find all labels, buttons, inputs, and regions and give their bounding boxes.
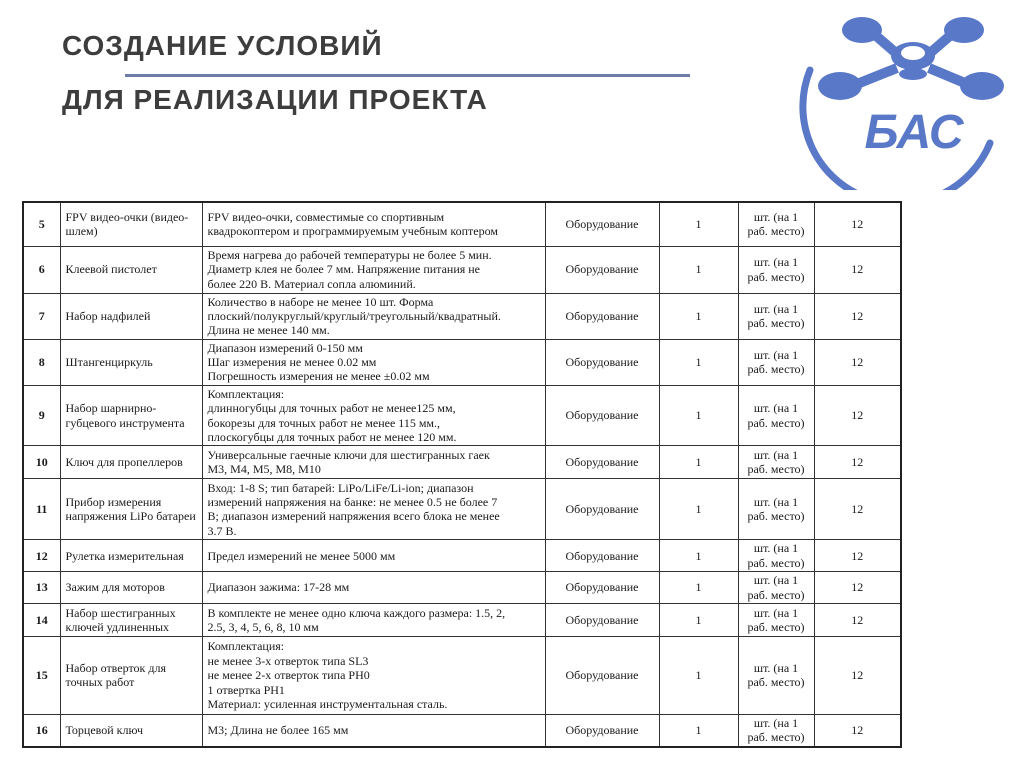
item-quantity: 1	[659, 339, 738, 385]
item-type: Оборудование	[545, 479, 659, 540]
row-number: 15	[23, 636, 60, 714]
item-unit: шт. (на 1 раб. место)	[738, 446, 814, 479]
item-unit: шт. (на 1 раб. место)	[738, 540, 814, 572]
description-line: Комплектация:	[207, 639, 285, 654]
item-description	[202, 479, 545, 540]
item-unit: шт. (на 1 раб. место)	[738, 603, 814, 636]
description-line: 2.5, 3, 4, 5, 6, 8, 10 мм	[207, 619, 319, 634]
page-title-line-2: ДЛЯ РЕАЛИЗАЦИИ ПРОЕКТА	[62, 84, 488, 115]
item-total: 12	[814, 572, 901, 604]
description-line: плоскогубцы для точных работ не менее 120 мм.	[207, 430, 457, 445]
title-underline	[125, 74, 690, 77]
description-line: измерений напряжения на банке: не менее 0.5 не более 7	[207, 495, 498, 510]
item-unit: шт. (на 1 раб. место)	[738, 339, 814, 385]
item-description	[202, 202, 545, 246]
row-number: 7	[23, 293, 60, 339]
table-row	[23, 603, 901, 636]
description-line: Диапазон зажима: 17-28 мм	[207, 580, 350, 595]
item-quantity: 1	[659, 636, 738, 714]
item-quantity: 1	[659, 479, 738, 540]
item-quantity: 1	[659, 714, 738, 746]
description-line: FPV видео-очки, совместимые со спортивным	[207, 209, 445, 224]
description-line: Длина не менее 140 мм.	[207, 323, 330, 338]
item-unit: шт. (на 1 раб. место)	[738, 572, 814, 604]
item-total: 12	[814, 714, 901, 746]
item-quantity: 1	[659, 572, 738, 604]
item-type: Оборудование	[545, 572, 659, 604]
item-quantity: 1	[659, 293, 738, 339]
table-row	[23, 339, 901, 385]
table-row	[23, 636, 901, 714]
item-total: 12	[814, 202, 901, 246]
item-type: Оборудование	[545, 339, 659, 385]
item-quantity: 1	[659, 246, 738, 293]
description-line: более 220 В. Материал сопла алюминий.	[207, 276, 416, 291]
item-unit: шт. (на 1 раб. место)	[738, 385, 814, 446]
description-line: М3, М4, М5, М8, М10	[207, 462, 321, 477]
table-row	[23, 540, 901, 572]
item-name: Ключ для пропеллеров	[60, 446, 202, 479]
description-line: 3.7 В.	[207, 523, 237, 538]
row-number: 8	[23, 339, 60, 385]
logo-text: БАС	[864, 106, 964, 159]
equipment-table	[22, 201, 902, 748]
item-type: Оборудование	[545, 202, 659, 246]
description-line: Предел измерений не менее 5000 мм	[207, 548, 396, 563]
row-number: 6	[23, 246, 60, 293]
row-number: 12	[23, 540, 60, 572]
description-line: Шаг измерения не менее 0.02 мм	[207, 355, 377, 370]
table-row	[23, 293, 901, 339]
item-total: 12	[814, 603, 901, 636]
item-type: Оборудование	[545, 636, 659, 714]
table-row	[23, 385, 901, 446]
description-line: Время нагрева до рабочей температуры не более 5 мин.	[207, 247, 492, 262]
item-name: Прибор измерения напряжения LiPo батареи	[60, 479, 202, 540]
item-total: 12	[814, 339, 901, 385]
item-quantity: 1	[659, 603, 738, 636]
item-unit: шт. (на 1 раб. место)	[738, 293, 814, 339]
description-line: Вход: 1-8 S; тип батарей: LiPo/LiFe/Li-ion; диапазон	[207, 480, 474, 495]
item-type: Оборудование	[545, 246, 659, 293]
item-name: Штангенциркуль	[60, 339, 202, 385]
description-line: Погрешность измерения не менее ±0.02 мм	[207, 369, 430, 384]
item-unit: шт. (на 1 раб. место)	[738, 202, 814, 246]
row-number: 9	[23, 385, 60, 446]
description-line: не менее 3-х отверток типа SL3	[207, 653, 369, 668]
item-description	[202, 603, 545, 636]
item-type: Оборудование	[545, 603, 659, 636]
item-quantity: 1	[659, 540, 738, 572]
description-line: Материал: усиленная инструментальная сталь.	[207, 697, 448, 712]
description-line: Комплектация:	[207, 386, 285, 401]
item-description	[202, 446, 545, 479]
item-quantity: 1	[659, 446, 738, 479]
item-total: 12	[814, 446, 901, 479]
table-row	[23, 246, 901, 293]
page-title-line-1: СОЗДАНИЕ УСЛОВИЙ	[62, 30, 383, 61]
item-description	[202, 540, 545, 572]
item-name: Набор надфилей	[60, 293, 202, 339]
description-line: В комплекте не менее одно ключа каждого размера: 1.5, 2,	[207, 605, 506, 620]
row-number: 11	[23, 479, 60, 540]
item-description	[202, 572, 545, 604]
description-line: В; диапазон измерений напряжения всего блока не менее	[207, 509, 500, 524]
row-number: 13	[23, 572, 60, 604]
item-description	[202, 339, 545, 385]
item-unit: шт. (на 1 раб. место)	[738, 246, 814, 293]
item-type: Оборудование	[545, 385, 659, 446]
description-line: Универсальные гаечные ключи для шестигранных гаек	[207, 448, 490, 463]
row-number: 5	[23, 202, 60, 246]
item-total: 12	[814, 540, 901, 572]
item-total: 12	[814, 246, 901, 293]
description-line: М3; Длина не более 165 мм	[207, 723, 349, 738]
table-row	[23, 202, 901, 246]
item-description	[202, 714, 545, 746]
row-number: 14	[23, 603, 60, 636]
item-name: Торцевой ключ	[60, 714, 202, 746]
item-total: 12	[814, 385, 901, 446]
bas-drone-logo	[792, 8, 1004, 190]
description-line: Количество в наборе не менее 10 шт. Форма	[207, 294, 434, 309]
item-type: Оборудование	[545, 714, 659, 746]
row-number: 10	[23, 446, 60, 479]
row-number: 16	[23, 714, 60, 746]
item-description	[202, 636, 545, 714]
item-unit: шт. (на 1 раб. место)	[738, 636, 814, 714]
item-name: Набор шарнирно-губцевого инструмента	[60, 385, 202, 446]
item-type: Оборудование	[545, 446, 659, 479]
item-name: Зажим для моторов	[60, 572, 202, 604]
item-total: 12	[814, 293, 901, 339]
table-row	[23, 479, 901, 540]
item-total: 12	[814, 636, 901, 714]
description-line: квадрокоптером и программируемым учебным коптером	[207, 224, 498, 239]
item-quantity: 1	[659, 385, 738, 446]
item-name: FPV видео-очки (видео-шлем)	[60, 202, 202, 246]
description-line: бокорезы для точных работ не менее 115 мм.,	[207, 415, 441, 430]
description-line: Диаметр клея не более 7 мм. Напряжение питания не	[207, 262, 481, 277]
description-line: длинногубцы для точных работ не менее125 мм,	[207, 401, 456, 416]
item-total: 12	[814, 479, 901, 540]
description-line: не менее 2-х отверток типа PH0	[207, 668, 370, 683]
item-description	[202, 293, 545, 339]
item-name: Рулетка измерительная	[60, 540, 202, 572]
item-description	[202, 385, 545, 446]
description-line: плоский/полукруглый/круглый/треугольный/квадратный.	[207, 308, 501, 323]
item-name: Набор отверток для точных работ	[60, 636, 202, 714]
table-row	[23, 714, 901, 746]
item-quantity: 1	[659, 202, 738, 246]
item-unit: шт. (на 1 раб. место)	[738, 714, 814, 746]
table-row	[23, 446, 901, 479]
description-line: Диапазон измерений 0-150 мм	[207, 340, 363, 355]
item-description	[202, 246, 545, 293]
table-row	[23, 572, 901, 604]
description-line: 1 отвертка PH1	[207, 682, 285, 697]
item-name: Клеевой пистолет	[60, 246, 202, 293]
item-type: Оборудование	[545, 540, 659, 572]
item-type: Оборудование	[545, 293, 659, 339]
item-name: Набор шестигранных ключей удлиненных	[60, 603, 202, 636]
item-unit: шт. (на 1 раб. место)	[738, 479, 814, 540]
